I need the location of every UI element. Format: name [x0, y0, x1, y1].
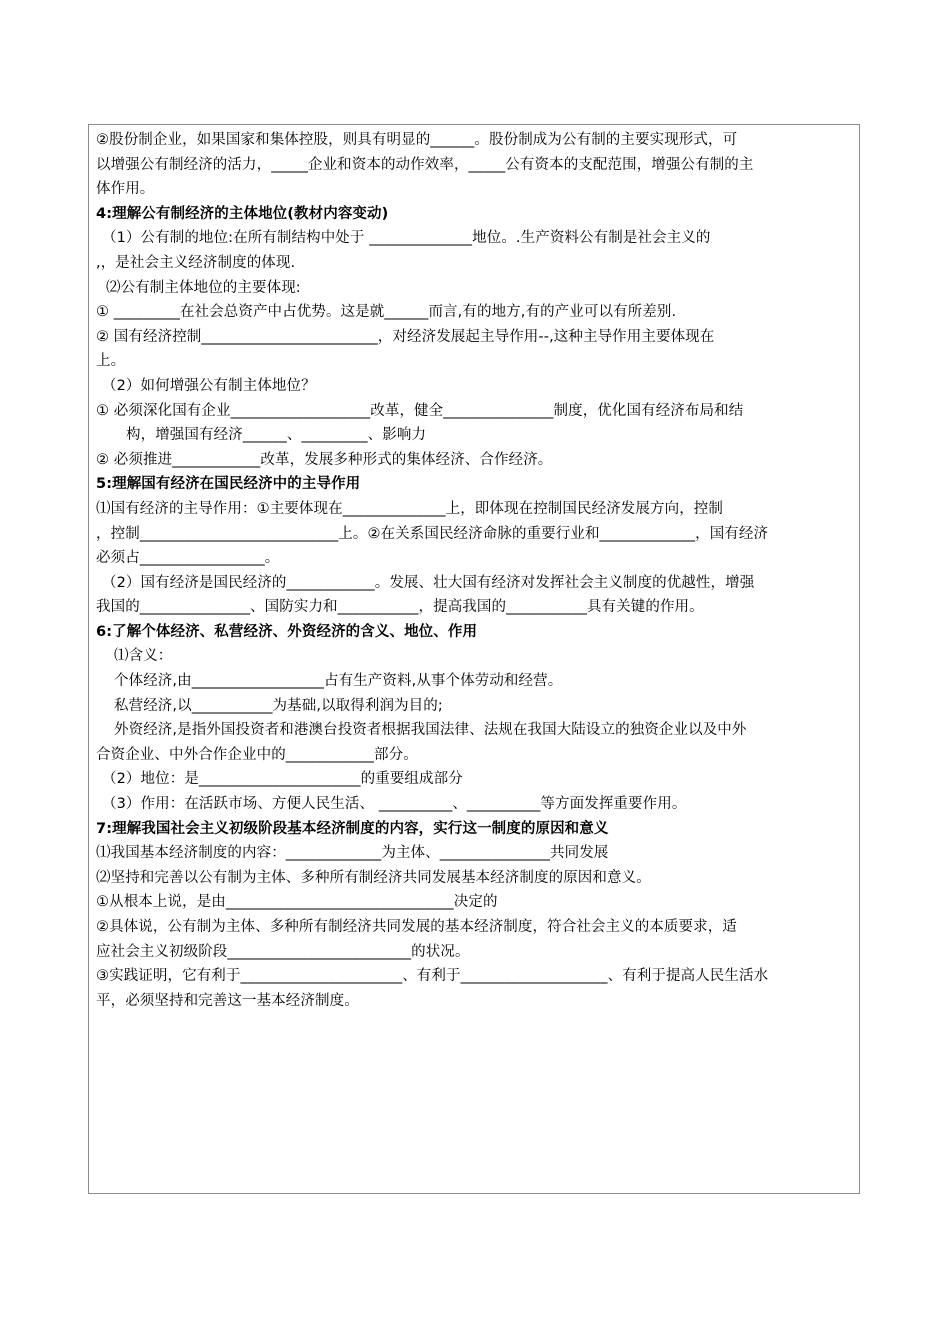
- text-line: ⑴国有经济的主导作用：①主要体现在______________上，即体现在控制国民经济发展方向，控制: [96, 500, 723, 517]
- text-line: ①从根本上说，是由_______________________________决定的: [96, 894, 498, 911]
- text-line: ③实践证明，它有利于______________________、有利于____________________、有利于提高人民生活水: [96, 968, 769, 985]
- text-line: 我国的_______________、国防实力和___________，提高我国的___________具有关键的作用。: [96, 599, 704, 616]
- text-line: ② 必须推进____________改革，发展多种形式的集体经济、合作经济。: [96, 451, 553, 468]
- document-body: [96, 128, 854, 1013]
- text-line: ⑴含义：: [114, 648, 173, 665]
- text-line: 以增强公有制经济的活力，_____企业和资本的动作效率，_____公有资本的支配范围，增强公有制的主: [96, 156, 754, 173]
- text-line: （3）作用：在活跃市场、方便人民生活、 __________、__________等方面发挥重要作用。: [102, 796, 687, 813]
- text-line: （2）国有经济是国民经济的____________。发展、壮大国有经济对发挥社会主义制度的优越性，增强: [102, 574, 755, 591]
- text-line: ，控制___________________________上。②在关系国民经济命脉的重要行业和_____________，国有经济: [96, 525, 769, 542]
- text-line: 体作用。: [96, 181, 155, 198]
- text-line: ② 国有经济控制________________________，对经济发展起主导作用--,这种主导作用主要体现在: [96, 328, 715, 345]
- text-line: 私营经济,以___________为基础,以取得利润为目的;: [114, 697, 443, 714]
- text-line: ,，是社会主义经济制度的体现.: [96, 254, 296, 271]
- text-line: ① _________在社会总资产中占优势。这是就______而言,有的地方,有的产业可以有所差别.: [96, 304, 677, 321]
- text-line: ②具体说，公有制为主体、多种所有制经济共同发展的基本经济制度，符合社会主义的本质要求，适: [96, 919, 737, 935]
- text-line: （2）地位：是______________________的重要组成部分: [102, 771, 463, 788]
- text-line: 平，必须坚持和完善这一基本经济制度。: [96, 992, 359, 1009]
- section-heading-7: 7:理解我国社会主义初级阶段基本经济制度的内容，实行这一制度的原因和意义: [96, 820, 609, 837]
- text-line: （2）如何增强公有制主体地位？: [102, 377, 316, 394]
- text-line: 外资经济,是指外国投资者和港澳台投资者根据我国法律、法规在我国大陆设立的独资企业以及中外: [114, 722, 747, 739]
- text-line: ⑵公有制主体地位的主要体现:: [106, 279, 301, 296]
- text-line: 个体经济,由__________________占有生产资料,从事个体劳动和经营。: [114, 673, 563, 690]
- text-line: ⑴我国基本经济制度的内容：_____________为主体、_______________共同发展: [96, 845, 609, 862]
- section-heading-5: 5:理解国有经济在国民经济中的主导作用: [96, 476, 361, 493]
- section-heading-4: 4:理解公有制经济的主体地位(教材内容变动): [96, 205, 389, 222]
- text-line: 合资企业、中外合作企业中的____________部分。: [96, 746, 418, 763]
- text-line: ① 必须深化国有企业___________________改革，健全_______________制度，优化国有经济布局和结: [96, 402, 744, 419]
- text-line: 应社会主义初级阶段_________________________的状况。: [96, 943, 470, 960]
- text-line: 上。: [96, 353, 126, 370]
- section-heading-6: 6:了解个体经济、私营经济、外资经济的含义、地位、作用: [96, 623, 478, 640]
- text-line: ⑵坚持和完善以公有制为主体、多种所有制经济共同发展基本经济制度的原因和意义。: [96, 869, 651, 886]
- text-line: （1）公有制的地位:在所有制结构中处于 ______________地位。.生产资料公有制是社会主义的: [102, 230, 711, 247]
- text-line: 必须占_________________。: [96, 550, 280, 567]
- text-line: ②股份制企业，如果国家和集体控股，则具有明显的______。股份制成为公有制的主要实现形式，可: [96, 132, 738, 148]
- text-line: 构，增强国有经济______、_________、影响力: [126, 427, 427, 444]
